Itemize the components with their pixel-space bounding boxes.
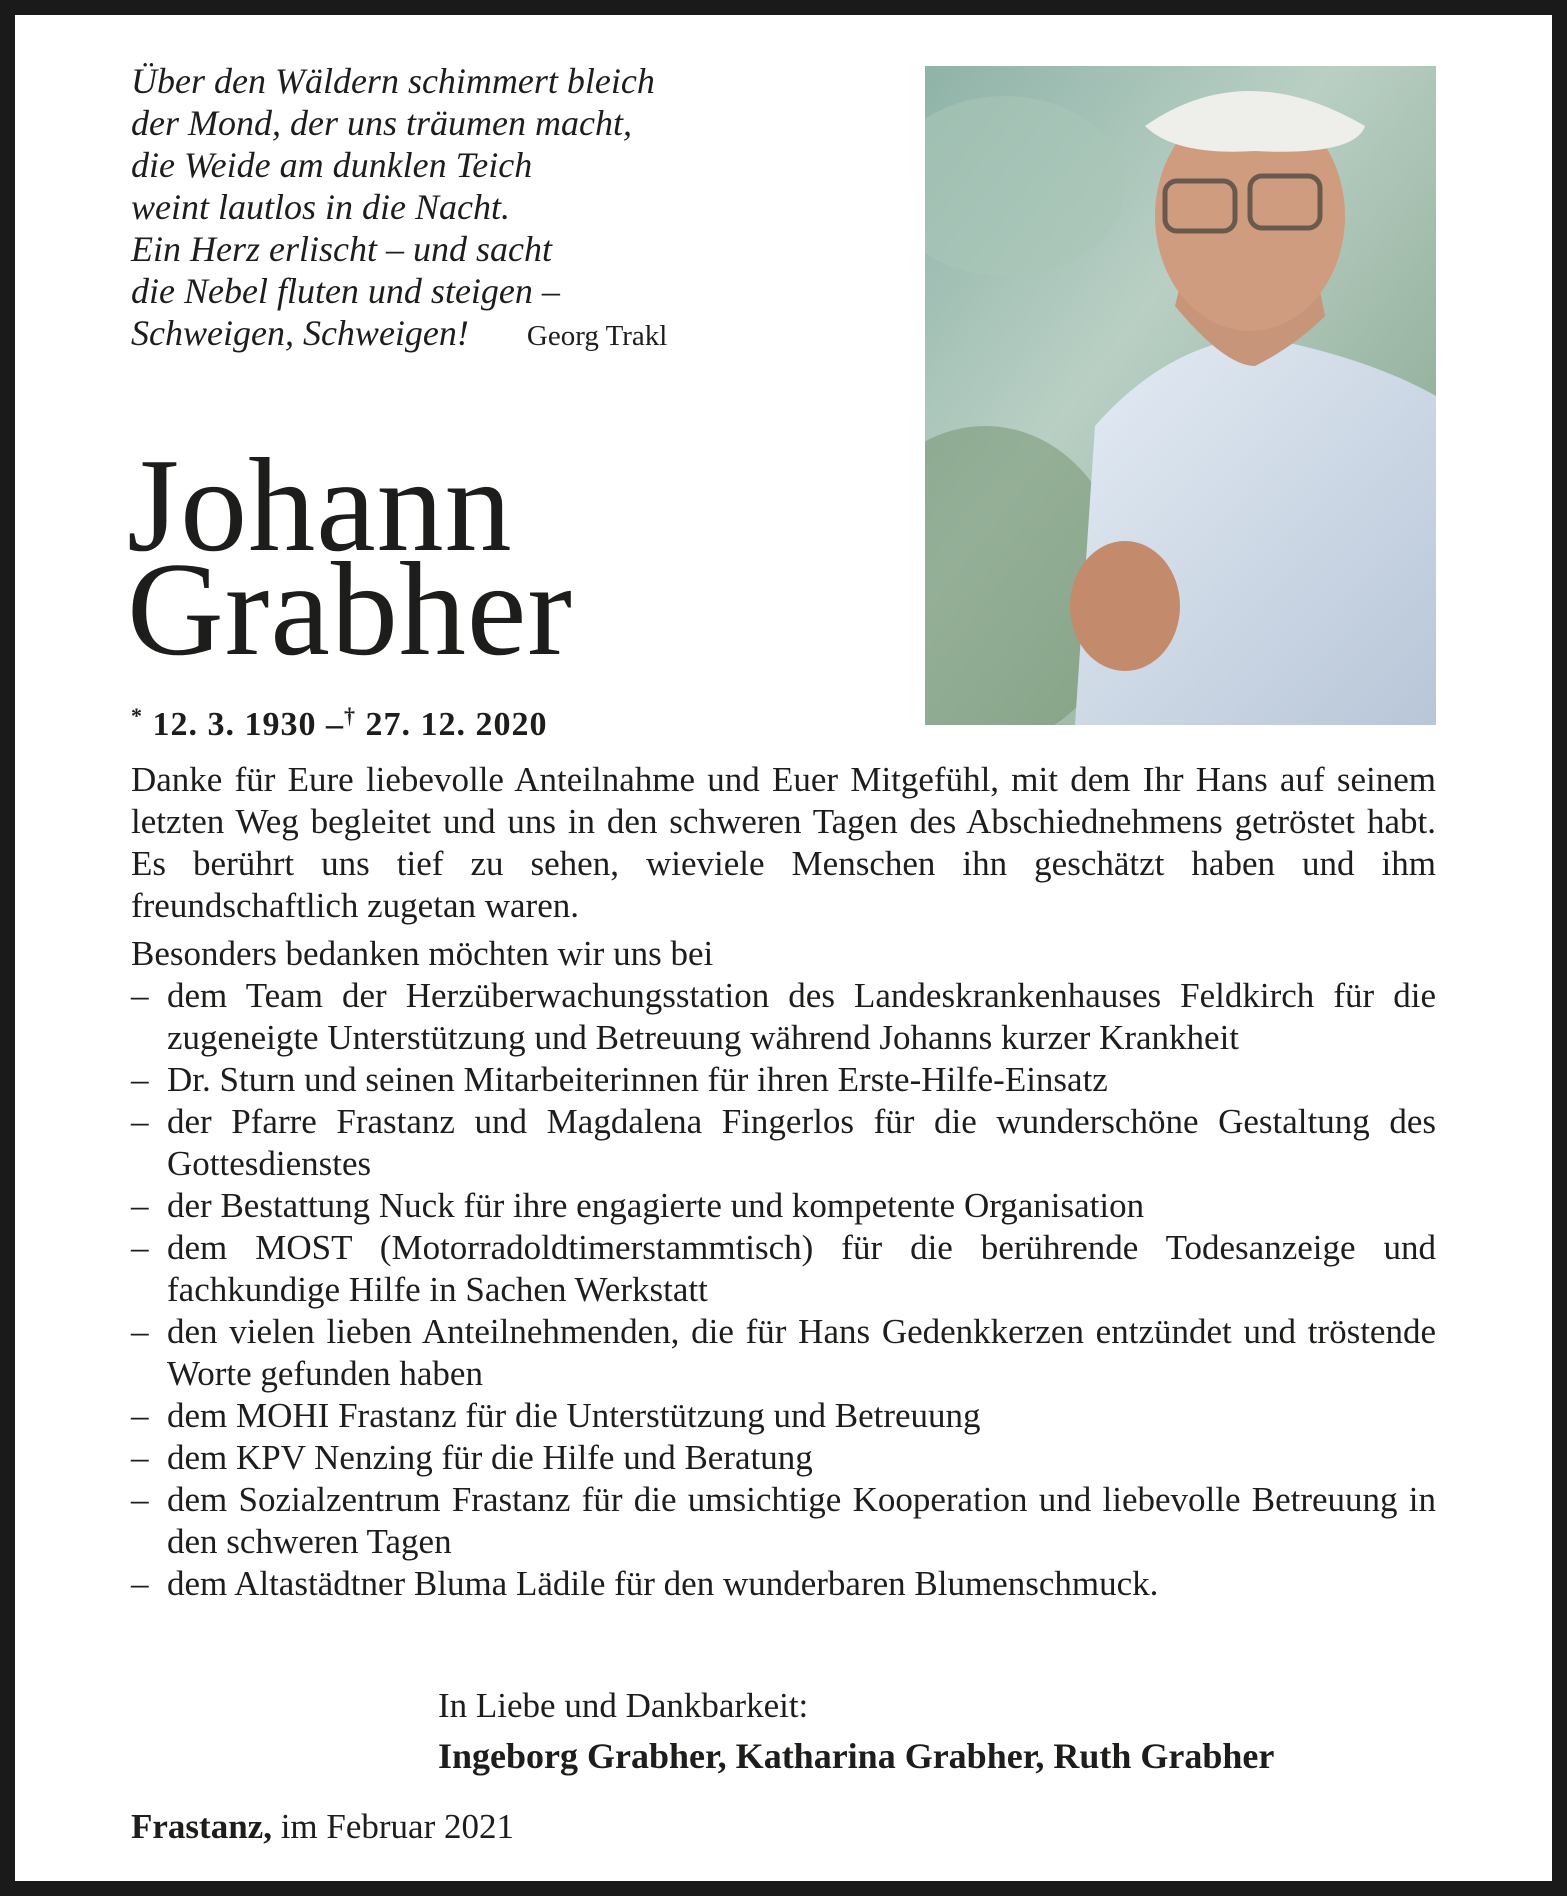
place-town: Frastanz,: [131, 1807, 272, 1846]
list-item: [131, 1227, 1436, 1311]
poem-line: Ein Herz erlischt – und sacht: [131, 229, 552, 269]
list-item: [131, 1185, 1436, 1227]
poem-line: Über den Wäldern schimmert bleich: [131, 61, 655, 101]
thank-you-text: [131, 759, 1436, 1605]
dash: –: [131, 976, 149, 1015]
birth-symbol: *: [131, 703, 143, 728]
poem-line: die Nebel fluten und steigen –: [131, 271, 560, 311]
dash: –: [131, 1396, 149, 1435]
deceased-name: [127, 431, 573, 683]
poem-author: Georg Trakl: [526, 320, 668, 352]
obituary-page: [15, 15, 1552, 1881]
list-item-text: dem Altastädtner Bluma Lädile für den wunderbaren Blumenschmuck.: [167, 1564, 1159, 1603]
list-item-text: der Pfarre Frastanz und Magdalena Fingerlos für die wunderschöne Gestaltung des Gottesdienstes: [167, 1102, 1436, 1183]
list-item-text: der Bestattung Nuck für ihre engagierte und kompetente Organisation: [167, 1186, 1145, 1225]
lead-line: Besonders bedanken möchten wir uns bei: [131, 934, 714, 973]
poem: [131, 60, 667, 357]
list-item: [131, 1395, 1436, 1437]
life-dates: [131, 703, 548, 744]
intro-paragraph: Danke für Eure liebevolle Anteilnahme und Euer Mitgefühl, mit dem Ihr Hans auf seinem letzten Weg begleitet und uns in den schweren Tagen des Abschiednehmens getröstet habt. Es berührt uns tief zu sehen, wieviele Menschen ihn geschätzt haben und ihm freundschaftlich zugetan waren.: [131, 760, 1436, 925]
list-item: [131, 1101, 1436, 1185]
dash: –: [131, 1228, 149, 1267]
list-item: [131, 1563, 1436, 1605]
poem-last-line: [131, 312, 667, 357]
dash: –: [131, 1438, 149, 1477]
dash: –: [131, 1564, 149, 1603]
thanks-list: [131, 975, 1436, 1605]
birth-date: 12. 3. 1930: [152, 706, 317, 743]
dash: –: [131, 1480, 149, 1519]
list-item: [131, 1059, 1436, 1101]
poem-line: weint lautlos in die Nacht.: [131, 187, 510, 227]
portrait-photo: [925, 66, 1436, 725]
list-item: [131, 1311, 1436, 1395]
list-item: [131, 1479, 1436, 1563]
place-date: [131, 1807, 514, 1847]
last-name: Grabher: [127, 535, 573, 683]
list-item-text: dem Sozialzentrum Frastanz für die umsichtige Kooperation und liebevolle Betreuung in den schweren Tagen: [167, 1480, 1436, 1561]
list-item-text: dem KPV Nenzing für die Hilfe und Beratung: [167, 1438, 813, 1477]
list-item-text: dem MOHI Frastanz für die Unterstützung und Betreuung: [167, 1396, 981, 1435]
dash: –: [131, 1312, 149, 1351]
dash: –: [131, 1060, 149, 1099]
list-item: [131, 975, 1436, 1059]
dash: –: [131, 1186, 149, 1225]
poem-line: Schweigen, Schweigen!: [131, 313, 469, 353]
poem-line: der Mond, der uns träumen macht,: [131, 103, 632, 143]
list-item-text: dem MOST (Motorradoldtimerstammtisch) für die berührende Todesanzeige und fachkundige Hilfe in Sachen Werkstatt: [167, 1228, 1436, 1309]
list-item-text: den vielen lieben Anteilnehmenden, die für Hans Gedenkkerzen entzündet und tröstende Worte gefunden haben: [167, 1312, 1436, 1393]
list-item-text: Dr. Sturn und seinen Mitarbeiterinnen für ihren Erste-Hilfe-Einsatz: [167, 1060, 1108, 1099]
closing-phrase: In Liebe und Dankbarkeit:: [438, 1686, 809, 1725]
place-month: im Februar 2021: [280, 1807, 514, 1846]
dash: –: [131, 1102, 149, 1141]
poem-line: die Weide am dunklen Teich: [131, 145, 533, 185]
list-item-text: dem Team der Herzüberwachungsstation des Landeskrankenhauses Feldkirch für die zugeneigte Unterstützung und Betreuung während Johanns kurzer Krankheit: [167, 976, 1436, 1057]
death-date: 27. 12. 2020: [365, 706, 548, 743]
list-item: [131, 1437, 1436, 1479]
signers: Ingeborg Grabher, Katharina Grabher, Ruth Grabher: [438, 1736, 1275, 1776]
death-symbol: †: [344, 703, 356, 728]
date-separator: –: [326, 706, 344, 743]
first-name: Johann: [127, 431, 513, 579]
